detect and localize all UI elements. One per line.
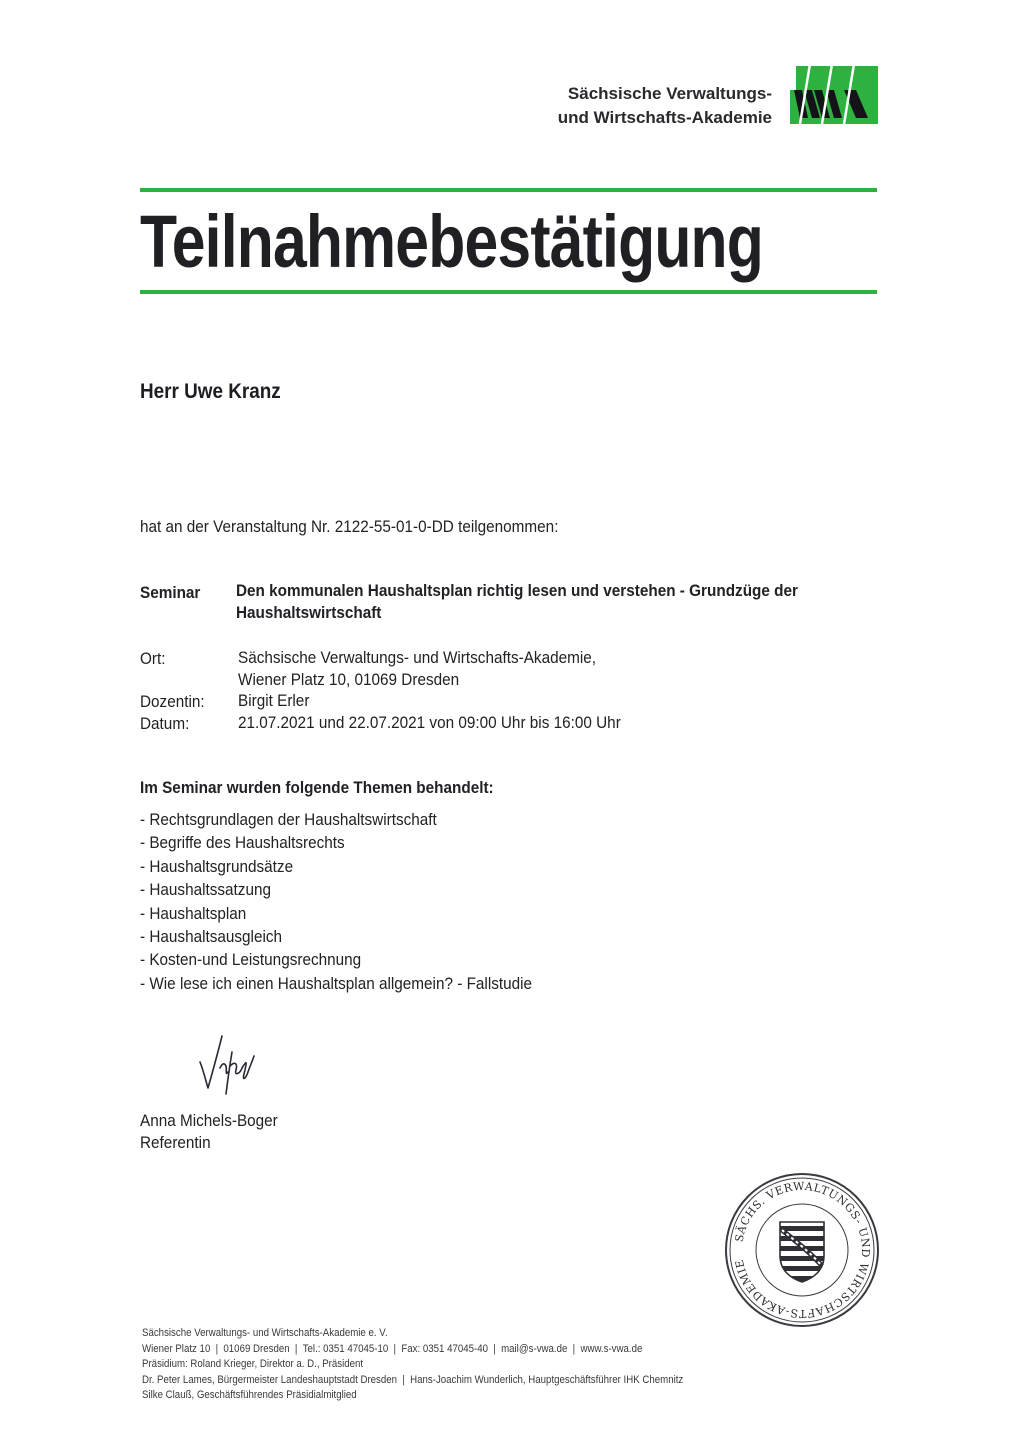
topic-item: - Haushaltsplan [140,903,247,923]
footer-address: Wiener Platz 10 [142,1342,211,1355]
footer-website: www.s-vwa.de [580,1342,643,1355]
seminar-title-line-1: Den kommunalen Haushaltsplan richtig lesen und verstehen - Grundzüge der [236,581,798,600]
datum-value: 21.07.2021 und 22.07.2021 von 09:00 Uhr bis 16:00 Uhr [238,713,621,732]
signature [192,1022,262,1102]
vwa-logo [790,64,878,124]
footer-managing-member: Silke Clauß, Geschäftsführendes Präsidialmitglied [142,1389,357,1401]
footer-email: mail@s-vwa.de [501,1342,568,1355]
footer-board: Dr. Peter Lames, Bürgermeister Landeshauptstadt Dresden | Hans-Joachim Wunderlich, Hauptgeschäftsführer IHK Chemnitz [142,1373,684,1386]
topic-item: - Kosten-und Leistungsrechnung [140,950,362,970]
topic-item: - Begriffe des Haushaltsrechts [140,833,345,853]
signer-name: Anna Michels-Boger [140,1111,278,1130]
footer [142,1326,683,1404]
signer-role: Referentin [140,1133,211,1152]
title-rule-bottom [140,290,877,294]
seminar-title-line-2: Haushaltswirtschaft [236,603,382,622]
footer-phone: Tel.: 0351 47045-10 [302,1342,389,1355]
ort-line-2: Wiener Platz 10, 01069 Dresden [238,670,460,689]
footer-board-member: Dr. Peter Lames, Bürgermeister Landeshauptstadt Dresden [142,1373,398,1386]
footer-presidium: Präsidium: Roland Krieger, Direktor a. D., Präsident [142,1358,364,1370]
dozentin-value: Birgit Erler [238,691,310,710]
footer-fax: Fax: 0351 47045-40 [401,1342,489,1355]
brand-name [500,82,772,130]
ort-line-1: Sächsische Verwaltungs- und Wirtschafts-Akademie, [238,648,597,667]
topic-item: - Haushaltsausgleich [140,926,283,946]
datum-label: Datum: [140,714,190,733]
recipient-name: Herr Uwe Kranz [140,380,281,403]
ort-value [238,647,596,691]
footer-board-member: Hans-Joachim Wunderlich, Hauptgeschäftsführer IHK Chemnitz [410,1373,684,1386]
topic-item: - Rechtsgrundlagen der Haushaltswirtschaft [140,810,437,829]
brand-line-2: und Wirtschafts-Akademie [557,108,772,127]
coat-of-arms-icon [778,1222,828,1282]
brand-line-1: Sächsische Verwaltungs- [567,84,772,103]
footer-org: Sächsische Verwaltungs- und Wirtschafts-Akademie e. V. [142,1327,388,1339]
footer-city: 01069 Dresden [223,1342,290,1355]
seal-text: SÄCHS. VERWALTUNGS- UND WIRTSCHAFTS-AKADEMIE [732,1179,873,1321]
ort-label: Ort: [140,649,166,668]
seminar-title [236,580,798,624]
topic-item: - Haushaltssatzung [140,880,271,900]
seminar-label: Seminar [140,583,201,602]
document-title: Teilnahmebestätigung [140,200,764,283]
topics-list [140,808,532,995]
topic-item: - Haushaltsgrundsätze [140,856,294,876]
title-rule-top [140,188,877,192]
topic-item: - Wie lese ich einen Haushaltsplan allgemein? - Fallstudie [140,973,533,993]
intro-text: hat an der Veranstaltung Nr. 2122-55-01-0-DD teilgenommen: [140,517,559,536]
signer-block [140,1110,278,1154]
topics-heading: Im Seminar wurden folgende Themen behandelt: [140,778,494,797]
footer-contact: Wiener Platz 10 | 01069 Dresden | Tel.: 0351 47045-10 | Fax: 0351 47045-40 | mail@s-vwa.de | www.s-vwa.de [142,1342,643,1355]
dozentin-label: Dozentin: [140,692,205,711]
academy-seal [722,1170,882,1330]
